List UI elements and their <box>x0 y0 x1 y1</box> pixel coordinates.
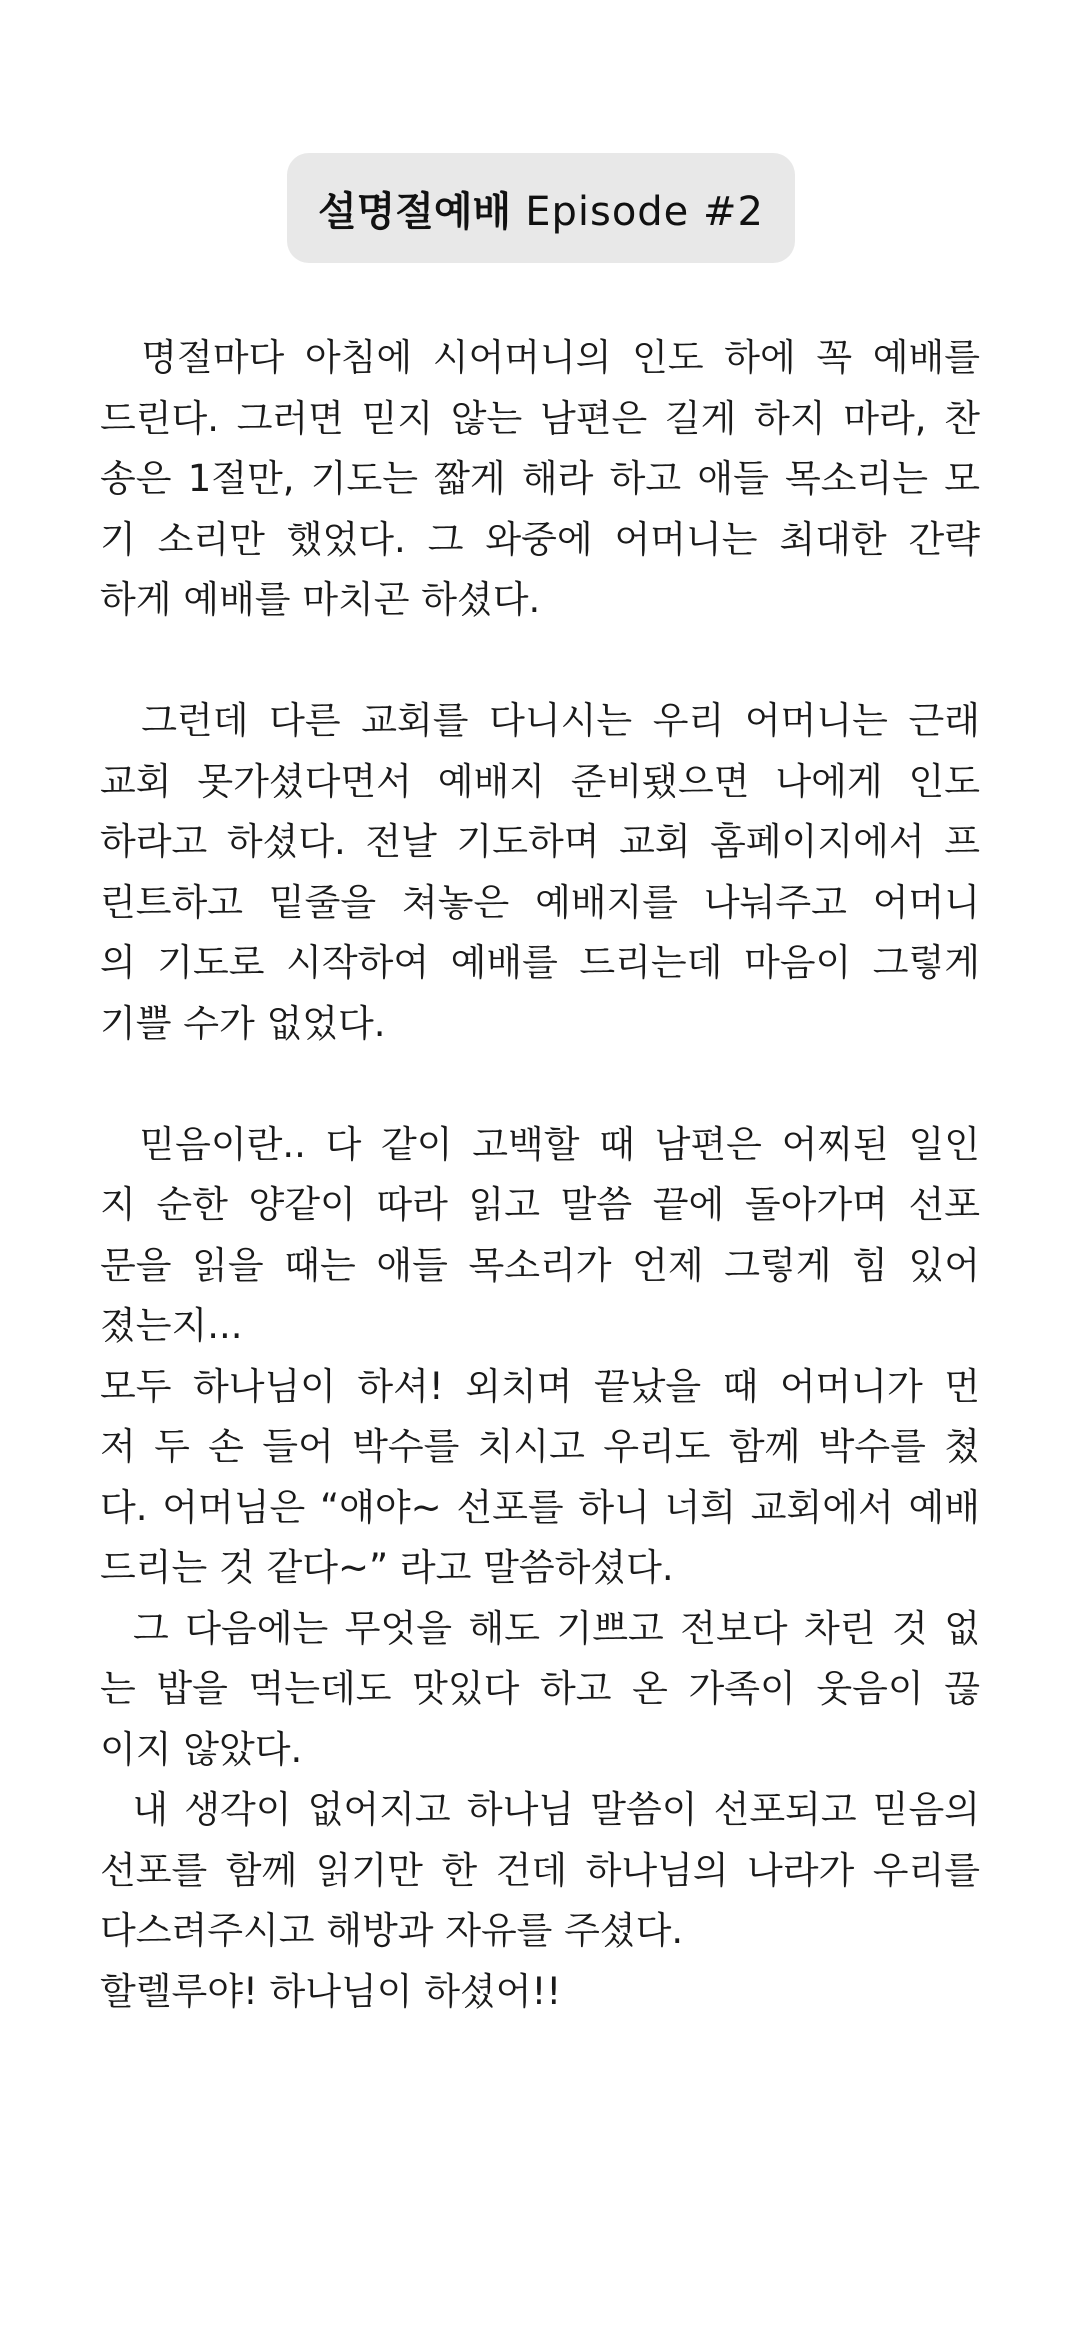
title-korean: 설명절예배 <box>318 188 512 235</box>
text-line: 드린다. 그러면 믿지 않는 남편은 길게 하지 마라, 찬 <box>100 396 980 440</box>
title-banner <box>287 153 795 263</box>
title-english: Episode #2 <box>525 188 764 235</box>
text-line: 선포를 함께 읽기만 한 건데 하나님의 나라가 우리를 <box>100 1848 980 1892</box>
text-line: 지 순한 양같이 따라 읽고 말씀 끝에 돌아가며 선포 <box>100 1183 980 1226</box>
text-line: 다스려주시고 해방과 자유를 주셨다. <box>100 1909 684 1952</box>
text-line: 기쁠 수가 없었다. <box>100 1001 386 1045</box>
text-line: 그 다음에는 무엇을 해도 기쁘고 전보다 차린 것 없 <box>100 1606 980 1650</box>
text-line: 모두 하나님이 하셔! 외치며 끝났을 때 어머니가 먼 <box>100 1364 980 1408</box>
text-line: 하라고 하셨다. 전날 기도하며 교회 홈페이지에서 프 <box>100 820 980 863</box>
text-line: 린트하고 밑줄을 쳐놓은 예배지를 나눠주고 어머니 <box>100 880 980 924</box>
paragraph-gap <box>100 1054 980 1115</box>
text-line: 는 밥을 먹는데도 맛있다 하고 온 가족이 웃음이 끊 <box>100 1667 980 1710</box>
text-line: 내 생각이 없어지고 하나님 말씀이 선포되고 믿음의 <box>100 1788 980 1831</box>
text-line: 졌는지... <box>100 1304 243 1347</box>
text-line: 하게 예배를 마치곤 하셨다. <box>100 578 541 621</box>
text-line: 교회 못가셨다면서 예배지 준비됐으면 나에게 인도 <box>100 759 980 803</box>
text-line: 다. 어머님은 “얘야~ 선포를 하니 너희 교회에서 예배 <box>100 1485 980 1529</box>
paragraph <box>100 691 980 1054</box>
text-line: 문을 읽을 때는 애들 목소리가 언제 그렇게 힘 있어 <box>100 1243 980 1287</box>
text-line: 의 기도로 시작하여 예배를 드리는데 마음이 그렇게 <box>100 941 980 984</box>
text-line: 그런데 다른 교회를 다니시는 우리 어머니는 근래 <box>100 699 980 742</box>
text-line: 송은 1절만, 기도는 짧게 해라 하고 애들 목소리는 모 <box>100 457 980 500</box>
paragraph <box>100 1115 980 2023</box>
text-line: 드리는 것 같다~” 라고 말씀하셨다. <box>100 1546 674 1589</box>
paragraph <box>100 328 980 631</box>
text-line: 할렐루야! 하나님이 하셨어!! <box>100 1969 562 2013</box>
page-title <box>318 180 764 237</box>
text-line: 저 두 손 들어 박수를 치시고 우리도 함께 박수를 쳤 <box>100 1425 980 1468</box>
text-line: 믿음이란.. 다 같이 고백할 때 남편은 어찌된 일인 <box>100 1122 980 1166</box>
text-line: 기 소리만 했었다. 그 와중에 어머니는 최대한 간략 <box>100 517 980 561</box>
essay-body <box>100 328 980 2022</box>
paragraph-gap <box>100 631 980 692</box>
text-line: 명절마다 아침에 시어머니의 인도 하에 꼭 예배를 <box>100 336 980 379</box>
text-line: 이지 않았다. <box>100 1727 303 1771</box>
